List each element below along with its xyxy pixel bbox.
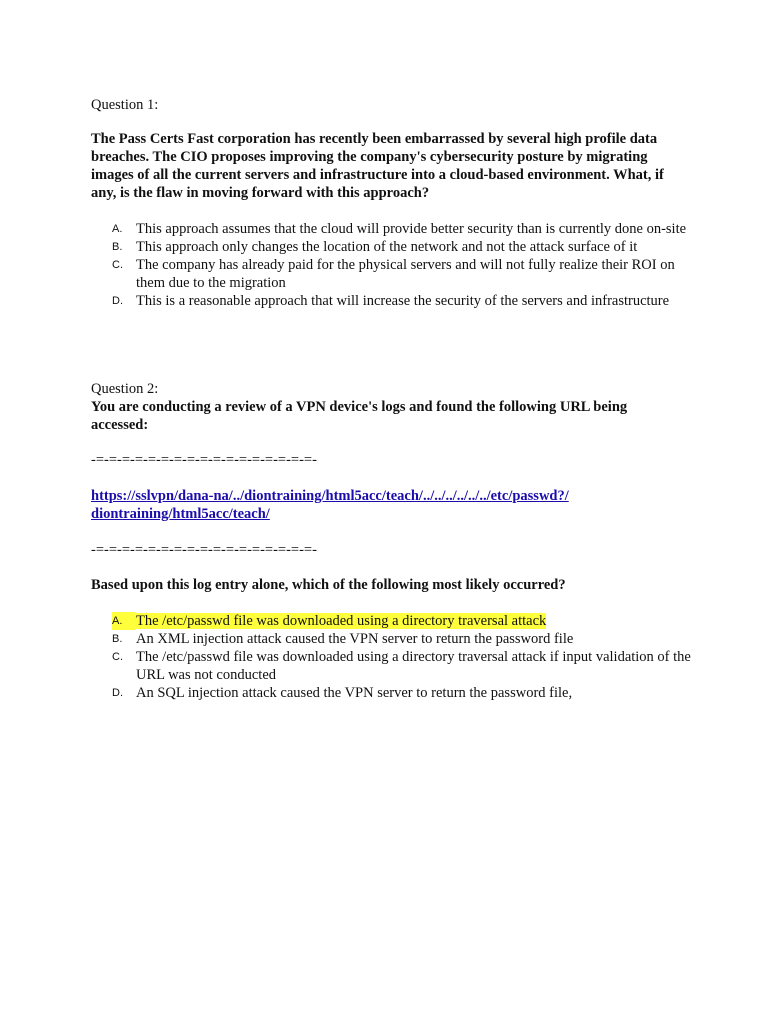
option-letter: D.	[112, 295, 123, 307]
q2-option-a	[112, 612, 692, 630]
option-letter: B.	[112, 241, 123, 253]
option-letter: B.	[112, 633, 123, 645]
separator-bottom: -=-=-=-=-=-=-=-=-=-=-=-=-=-=-=-=-=-	[91, 542, 317, 558]
option-letter: A.	[112, 612, 136, 630]
log-url-line-1[interactable]: https://sslvpn/dana-na/../diontraining/html5acc/teach/../../../../../../etc/passwd?/	[91, 488, 569, 504]
option-letter: A.	[112, 223, 123, 235]
question-2-text: You are conducting a review of a VPN device's logs and found the following URL being accessed:	[91, 399, 628, 433]
question-2-options	[112, 612, 692, 702]
option-text: An SQL injection attack caused the VPN server to return the password file,	[136, 685, 573, 701]
option-text: The company has already paid for the physical servers and will not fully realize their ROI on them due to the migration	[136, 257, 675, 291]
q2-option-b	[112, 630, 692, 648]
q1-option-c	[112, 256, 692, 292]
option-letter: C.	[112, 651, 123, 663]
separator-top: -=-=-=-=-=-=-=-=-=-=-=-=-=-=-=-=-=-	[91, 452, 317, 468]
log-url-line-2[interactable]: diontraining/html5acc/teach/	[91, 506, 270, 522]
question-1-label: Question 1:	[91, 97, 159, 113]
q2-option-d	[112, 684, 692, 702]
q1-option-d	[112, 292, 692, 310]
question-2-label: Question 2:	[91, 381, 159, 397]
option-text: An XML injection attack caused the VPN server to return the password file	[136, 631, 574, 647]
option-text-highlighted: The /etc/passwd file was downloaded using a directory traversal attack	[136, 613, 547, 629]
q1-option-b	[112, 238, 692, 256]
option-text: The /etc/passwd file was downloaded using a directory traversal attack if input validation of the URL was not conducted	[136, 649, 691, 683]
question-2-prompt: Based upon this log entry alone, which of the following most likely occurred?	[91, 577, 566, 593]
option-text: This approach assumes that the cloud will provide better security than is currently done on-site	[136, 221, 687, 237]
option-text: This approach only changes the location of the network and not the attack surface of it	[136, 239, 638, 255]
q1-option-a	[112, 220, 692, 238]
option-letter: C.	[112, 259, 123, 271]
option-letter: D.	[112, 687, 123, 699]
option-text: This is a reasonable approach that will increase the security of the servers and infrastructure	[136, 293, 670, 309]
question-1-text: The Pass Certs Fast corporation has recently been embarrassed by several high profile data breaches. The CIO proposes improving the company's cybersecurity posture by migrating images of all the current servers and infrastructure into a cloud-based environment. What, if any, is the flaw in moving forward with this approach?	[91, 131, 664, 201]
question-1-options	[112, 220, 692, 310]
log-url[interactable]	[91, 487, 691, 523]
q2-option-c	[112, 648, 692, 684]
